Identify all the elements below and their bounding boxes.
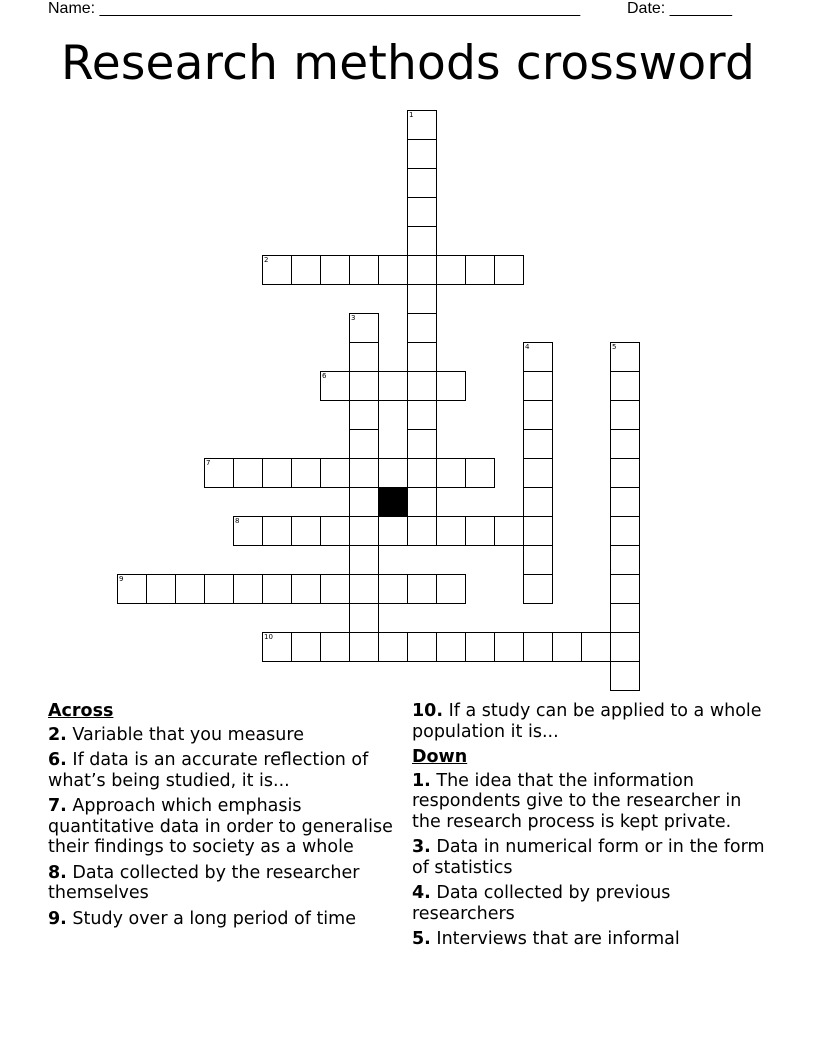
cell-number: 8	[235, 517, 240, 525]
grid-cell[interactable]	[581, 632, 611, 662]
clue-text: Data in numerical form or in the form of statistics	[412, 837, 765, 878]
grid-cell[interactable]	[436, 516, 466, 546]
clue-number: 10.	[412, 701, 444, 721]
grid-cell[interactable]	[378, 458, 408, 488]
clue-across-8	[48, 863, 408, 904]
cell-number: 10	[264, 633, 273, 641]
clue-text: The idea that the information respondents give to the researcher in the research process is kept private.	[412, 770, 742, 832]
grid-cell[interactable]	[378, 632, 408, 662]
grid-cell[interactable]	[407, 197, 437, 227]
grid-cell[interactable]	[407, 371, 437, 401]
grid-cell[interactable]	[320, 458, 350, 488]
grid-cell[interactable]	[291, 255, 321, 285]
grid-cell[interactable]	[610, 516, 640, 546]
grid-cell[interactable]	[523, 545, 553, 575]
grid-cell[interactable]	[610, 429, 640, 459]
clue-number: 4.	[412, 883, 431, 903]
grid-cell[interactable]	[262, 516, 292, 546]
name-field-label: Name: ______________________________________________________	[48, 0, 581, 17]
grid-cell[interactable]	[552, 632, 582, 662]
grid-cell[interactable]	[407, 284, 437, 314]
clue-text: Study over a long period of time	[72, 908, 356, 929]
grid-cell[interactable]	[291, 632, 321, 662]
grid-cell[interactable]	[436, 632, 466, 662]
grid-cell[interactable]	[610, 603, 640, 633]
grid-cell[interactable]	[407, 313, 437, 343]
grid-cell[interactable]	[262, 574, 292, 604]
grid-cell[interactable]	[494, 516, 524, 546]
grid-cell[interactable]	[291, 574, 321, 604]
grid-cell[interactable]	[436, 371, 466, 401]
grid-cell[interactable]	[349, 429, 379, 459]
grid-cell[interactable]	[610, 632, 640, 662]
grid-cell[interactable]	[465, 632, 495, 662]
clue-number: 1.	[412, 770, 431, 791]
grid-cell[interactable]	[349, 371, 379, 401]
clue-number: 3.	[412, 837, 431, 857]
date-field-label: Date: _______	[627, 0, 732, 17]
grid-cell[interactable]	[610, 458, 640, 488]
clues-right-column	[412, 701, 772, 955]
grid-cell[interactable]	[523, 400, 553, 430]
clue-down-4	[412, 883, 772, 924]
grid-cell[interactable]	[349, 516, 379, 546]
grid-cell[interactable]	[407, 458, 437, 488]
grid-cell[interactable]	[320, 371, 350, 401]
grid-cell[interactable]	[378, 574, 408, 604]
grid-cell[interactable]	[494, 255, 524, 285]
grid-cell[interactable]	[610, 661, 640, 691]
grid-cell[interactable]	[233, 574, 263, 604]
grid-cell[interactable]	[291, 458, 321, 488]
grid-cell[interactable]	[291, 516, 321, 546]
grid-cell[interactable]	[378, 371, 408, 401]
cell-number: 1	[409, 111, 414, 119]
clue-across-7	[48, 796, 408, 858]
grid-cell[interactable]	[610, 371, 640, 401]
grid-cell[interactable]	[407, 400, 437, 430]
cell-number: 4	[525, 343, 530, 351]
cell-number: 9	[119, 575, 124, 583]
grid-cell[interactable]	[349, 603, 379, 633]
grid-cell[interactable]	[262, 255, 292, 285]
grid-cell[interactable]	[407, 516, 437, 546]
clue-down-5	[412, 929, 772, 950]
grid-cell[interactable]	[436, 574, 466, 604]
grid-cell[interactable]	[175, 574, 205, 604]
cell-number: 2	[264, 256, 269, 264]
page-title: Research methods crossword	[60, 36, 756, 91]
blocked-cell	[378, 487, 408, 517]
grid-cell[interactable]	[320, 574, 350, 604]
clue-number: 5.	[412, 929, 431, 949]
clue-across-9	[48, 909, 408, 930]
grid-cell[interactable]	[407, 342, 437, 372]
grid-cell[interactable]	[407, 632, 437, 662]
grid-cell[interactable]	[349, 574, 379, 604]
grid-cell[interactable]	[407, 226, 437, 256]
down-heading: Down	[412, 747, 468, 767]
grid-cell[interactable]	[407, 168, 437, 198]
grid-cell[interactable]	[349, 458, 379, 488]
grid-cell[interactable]	[407, 110, 437, 140]
grid-cell[interactable]	[146, 574, 176, 604]
clue-text: Variable that you measure	[72, 724, 304, 745]
grid-cell[interactable]	[436, 255, 466, 285]
grid-cell[interactable]	[407, 429, 437, 459]
grid-cell[interactable]	[523, 487, 553, 517]
grid-cell[interactable]	[349, 400, 379, 430]
cell-number: 5	[612, 343, 617, 351]
clue-text: Approach which emphasis quantitative data in order to generalise their findings to society as a whole	[48, 796, 393, 857]
clues-left-column	[48, 701, 408, 934]
grid-cell[interactable]	[117, 574, 147, 604]
grid-cell[interactable]	[465, 458, 495, 488]
grid-cell[interactable]	[523, 458, 553, 488]
grid-cell[interactable]	[494, 632, 524, 662]
cell-number: 7	[206, 459, 211, 467]
clue-across-6	[48, 750, 408, 791]
clue-number: 6.	[48, 750, 67, 770]
grid-cell[interactable]	[407, 487, 437, 517]
grid-cell[interactable]	[523, 429, 553, 459]
clue-text: Interviews that are informal	[436, 929, 680, 949]
clue-down-3	[412, 837, 772, 878]
grid-cell[interactable]	[349, 487, 379, 517]
clue-text: If a study can be applied to a whole population it is...	[412, 701, 762, 742]
clue-text: If data is an accurate reflection of what’s being studied, it is...	[48, 750, 369, 791]
grid-cell[interactable]	[349, 255, 379, 285]
grid-cell[interactable]	[523, 371, 553, 401]
grid-cell[interactable]	[320, 632, 350, 662]
clue-number: 2.	[48, 724, 67, 745]
grid-cell[interactable]	[436, 458, 466, 488]
grid-cell[interactable]	[262, 632, 292, 662]
grid-cell[interactable]	[320, 516, 350, 546]
grid-cell[interactable]	[233, 458, 263, 488]
clue-down-1	[412, 771, 772, 833]
grid-cell[interactable]	[349, 632, 379, 662]
grid-cell[interactable]	[320, 255, 350, 285]
grid-cell[interactable]	[233, 516, 263, 546]
cell-number: 6	[322, 372, 327, 380]
grid-cell[interactable]	[610, 400, 640, 430]
grid-cell[interactable]	[378, 255, 408, 285]
grid-cell[interactable]	[204, 574, 234, 604]
clue-text: Data collected by the researcher themselves	[48, 862, 360, 903]
clue-across-2	[48, 725, 408, 746]
grid-cell[interactable]	[204, 458, 234, 488]
grid-cell[interactable]	[610, 342, 640, 372]
cell-number: 3	[351, 314, 356, 322]
clue-number: 9.	[48, 908, 67, 929]
grid-cell[interactable]	[610, 574, 640, 604]
grid-cell[interactable]	[378, 516, 408, 546]
grid-cell[interactable]	[262, 458, 292, 488]
clue-across-10	[412, 701, 772, 742]
grid-cell[interactable]	[349, 545, 379, 575]
grid-cell[interactable]	[349, 313, 379, 343]
grid-cell[interactable]	[523, 342, 553, 372]
across-heading: Across	[48, 701, 114, 721]
grid-cell[interactable]	[465, 516, 495, 546]
grid-cell[interactable]	[523, 574, 553, 604]
clue-number: 8.	[48, 862, 67, 883]
grid-cell[interactable]	[407, 255, 437, 285]
clue-text: Data collected by previous researchers	[412, 883, 671, 924]
grid-cell[interactable]	[349, 342, 379, 372]
grid-cell[interactable]	[523, 632, 553, 662]
grid-cell[interactable]	[465, 255, 495, 285]
grid-cell[interactable]	[407, 574, 437, 604]
grid-cell[interactable]	[610, 545, 640, 575]
clue-number: 7.	[48, 796, 67, 816]
grid-cell[interactable]	[610, 487, 640, 517]
grid-cell[interactable]	[523, 516, 553, 546]
grid-cell[interactable]	[407, 139, 437, 169]
